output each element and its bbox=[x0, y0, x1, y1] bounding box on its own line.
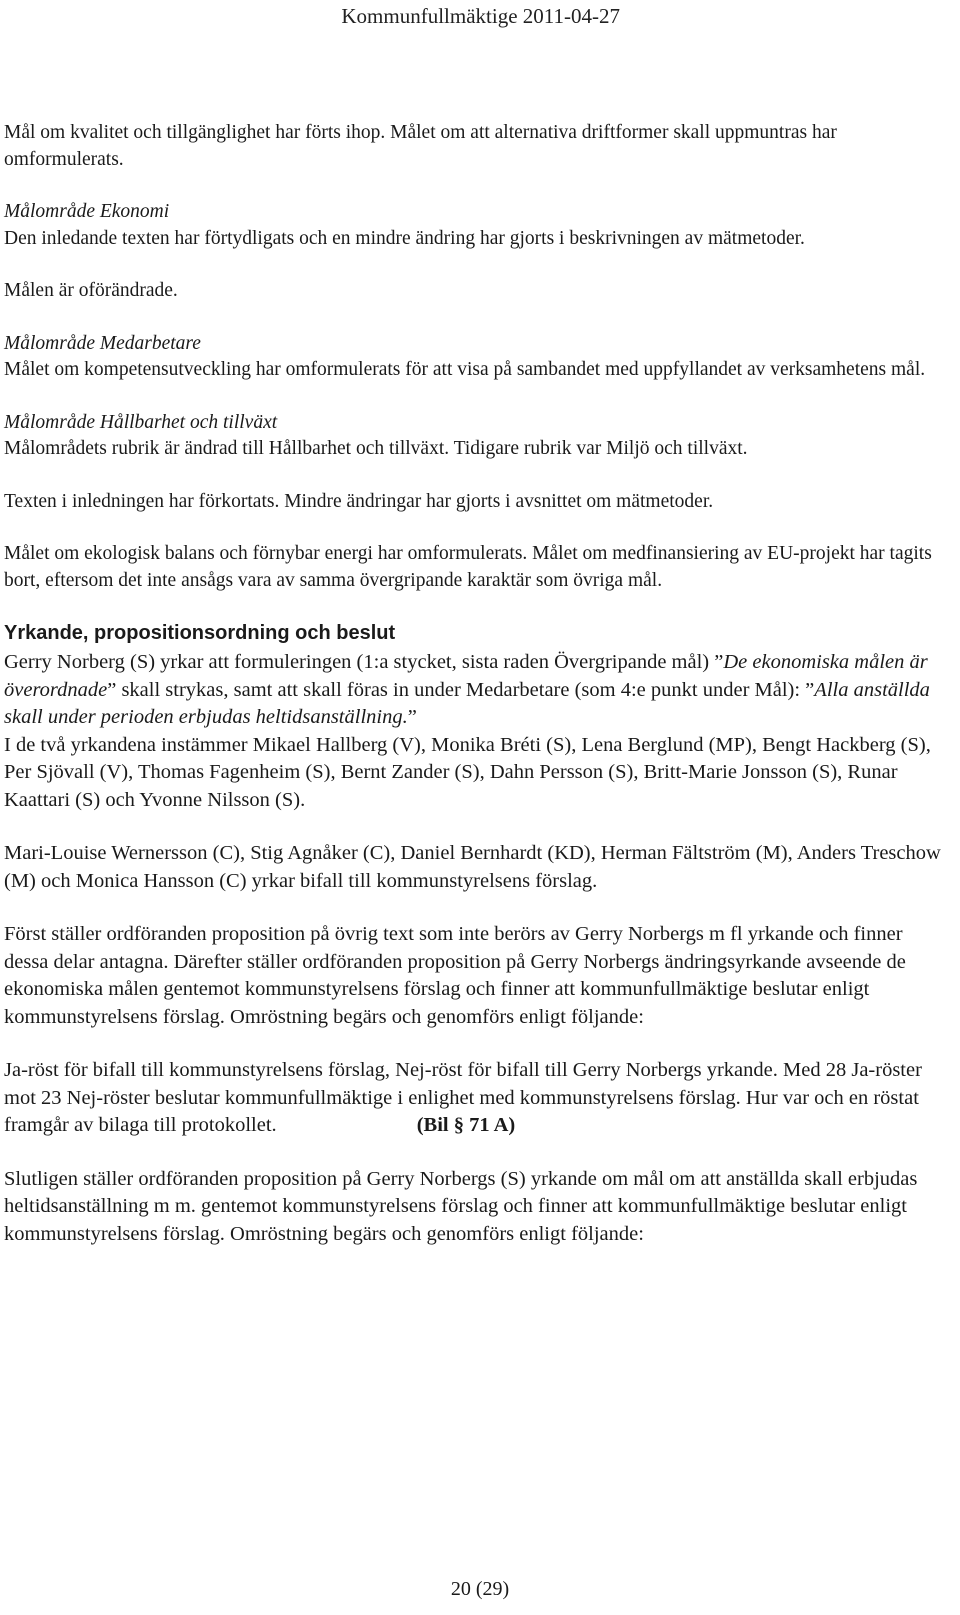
paragraph-kvalitet: Mål om kvalitet och tillgänglighet har förts ihop. Målet om att alternativa driftformer skall uppmuntras har omformulerats. bbox=[4, 122, 837, 170]
document-body bbox=[4, 120, 944, 1274]
yrkande-1-text-c: ” bbox=[407, 706, 417, 728]
paragraph-hallbarhet-2: Texten i inledningen har förkortats. Mindre ändringar har gjorts i avsnittet om mätmetoder. bbox=[4, 490, 714, 512]
paragraph-yrkande-3: Mari-Louise Wernersson (C), Stig Agnåker (C), Daniel Bernhardt (KD), Herman Fältström (M), Anders Treschow (M) och Monica Hansson (C) yrkar bifall till kommunstyrelsens förslag. bbox=[4, 842, 941, 892]
page-header: Kommunfullmäktige 2011-04-27 bbox=[341, 4, 620, 28]
paragraph-yrkande-2: I de två yrkandena instämmer Mikael Hallberg (V), Monika Bréti (S), Lena Berglund (MP), Bengt Hackberg (S), Per Sjövall (V), Thomas Fagenheim (S), Bernt Zander (S), Dahn Persson (S), Britt-Marie Jonsson (S), Runar Kaattari (S) och Yvonne Nilsson (S). bbox=[4, 733, 931, 811]
paragraph-hallbarhet: Målområdets rubrik är ändrad till Hållbarhet och tillväxt. Tidigare rubrik var Miljö och tillväxt. bbox=[4, 438, 748, 459]
yrkande-1-quote-1: De ekonomiska målen är överordnade bbox=[4, 651, 928, 701]
paragraph-medarbetare: Målet om kompetensutveckling har omformulerats för att visa på sambandet med uppfyllandet av verksamhetens mål. bbox=[4, 359, 926, 380]
paragraph-yrkande-1 bbox=[4, 649, 944, 732]
section-title: Yrkande, propositionsordning och beslut bbox=[4, 622, 396, 644]
yrkande-1-text-a: Gerry Norberg (S) yrkar att formuleringen (1:a stycket, sista raden Övergripande mål) ” bbox=[4, 651, 724, 673]
paragraph-ekonomi-2: Målen är oförändrade. bbox=[4, 280, 178, 301]
paragraph-proposition-1: Först ställer ordföranden proposition på övrig text som inte berörs av Gerry Norbergs m fl yrkande och finner dessa delar antagna. Därefter ställer ordföranden proposition på Gerry Norbergs ändringsyrkande avseende de ekonomiska målen gentemot kommunstyrelsens förslag och finner att kommunfullmäktige beslutar enligt kommunstyrelsens förslag. Omröstning begärs och genomförs enligt följande: bbox=[4, 923, 906, 1028]
yrkande-1-text-b: ” skall strykas, samt att skall föras in under Medarbetare (som 4:e punkt under Mål): ” bbox=[107, 678, 815, 701]
yrkande-1-quote-2: Alla anställda skall under perioden erbjudas heltidsanställning. bbox=[4, 678, 930, 728]
page-number: 20 (29) bbox=[450, 1578, 510, 1600]
paragraph-ekonomi: Den inledande texten har förtydligats och en mindre ändring har gjorts i beskrivningen av mätmetoder. bbox=[4, 227, 805, 249]
paragraph-hallbarhet-3: Målet om ekologisk balans och förnybar energi har omformulerats. Målet om medfinansiering av EU-projekt har tagits bort, eftersom det inte ansågs vara av samma övergripande karaktär som övriga mål. bbox=[4, 543, 932, 591]
heading-ekonomi: Målområde Ekonomi bbox=[4, 201, 170, 222]
bilaga-reference: (Bil § 71 A) bbox=[416, 1114, 516, 1136]
heading-medarbetare: Målområde Medarbetare bbox=[4, 332, 201, 354]
paragraph-vote bbox=[4, 1057, 944, 1140]
vote-text: Ja-röst för bifall till kommunstyrelsens förslag, Nej-röst för bifall till Gerry Norbergs yrkande. Med 28 Ja-röster mot 23 Nej-röster beslutar kommunfullmäktige i enlighet med kommunstyrelsens förslag. Hur var och en röstat framgår av bilaga till protokollet. bbox=[4, 1059, 922, 1136]
heading-hallbarhet: Målområde Hållbarhet och tillväxt bbox=[4, 411, 278, 433]
paragraph-proposition-2: Slutligen ställer ordföranden proposition på Gerry Norbergs (S) yrkande om mål om att anställda skall erbjudas heltidsanställning m m. gentemot kommunstyrelsens förslag och finner att kommunfullmäktige beslutar enligt kommunstyrelsens förslag. Omröstning begärs och genomförs enligt följande: bbox=[4, 1167, 918, 1245]
